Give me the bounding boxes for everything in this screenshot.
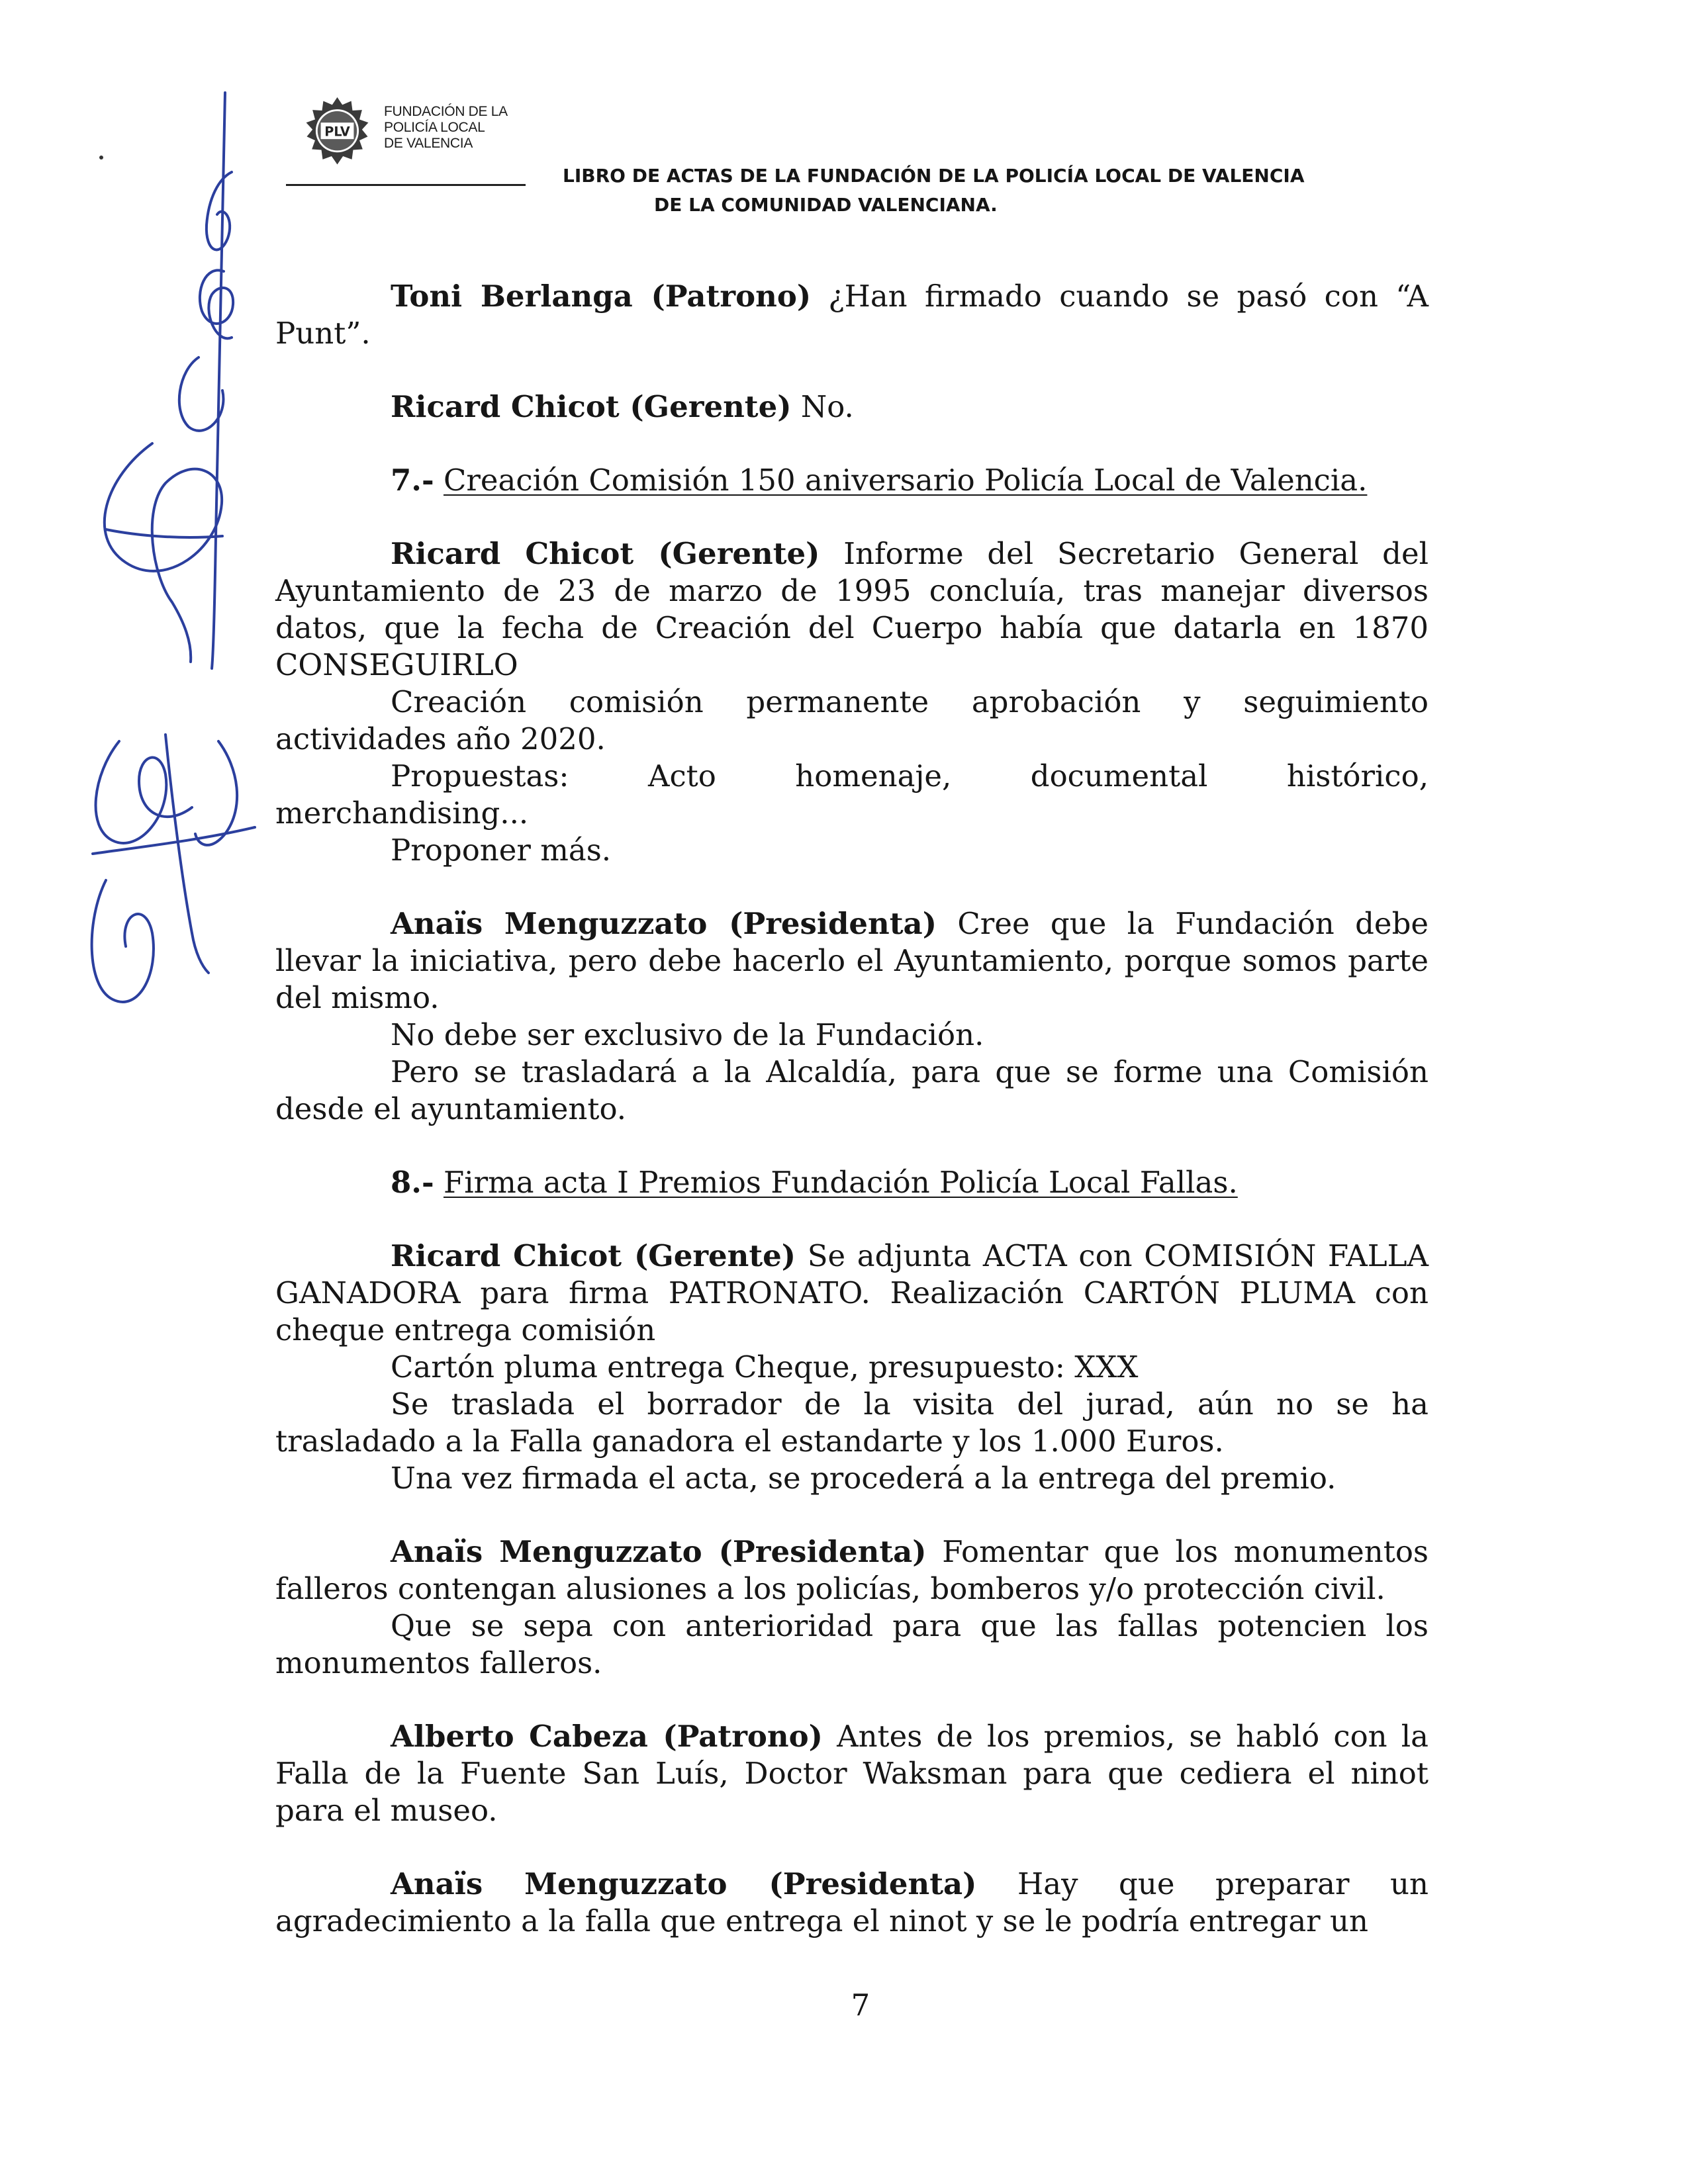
logo-line: FUNDACIÓN DE LA [384,104,508,119]
speech-line: No debe ser exclusivo de la Fundación. [391,1017,984,1052]
minutes-body [275,278,1429,1940]
speech-block [275,1718,1429,1829]
speaker-name: Ricard Chicot (Gerente) [391,1238,796,1273]
signature-stroke [165,735,209,973]
agenda-item-number: 8.- [391,1165,434,1200]
speaker-name: Anaïs Menguzzato (Presidenta) [391,1866,977,1901]
speech-text: Antes de los premios, se habló con la Falla de la Fuente San Luís, Doctor Waksman para que cediera el ninot para el museo. [275,1719,1429,1828]
signature-stroke [179,357,224,431]
speaker-name: Alberto Cabeza (Patrono) [391,1719,823,1754]
signature-stroke [96,741,192,843]
speech-block [275,388,1429,426]
agenda-item-title: Firma acta I Premios Fundación Policía Local Fallas. [443,1165,1238,1200]
speech-line: Creación comisión permanente aprobación y seguimiento [391,684,1429,719]
speaker-name: Anaïs Menguzzato (Presidenta) [391,1534,927,1569]
speaker-name: Anaïs Menguzzato (Presidenta) [391,906,937,941]
speech-block [275,1533,1429,1608]
speech-line: actividades año 2020. [275,721,606,756]
header-title-line2: DE LA COMUNIDAD VALENCIANA. [654,194,998,216]
speech-block [275,535,1429,684]
agenda-item-title: Creación Comisión 150 aniversario Policía Local de Valencia. [443,463,1368,498]
speech-text: Se adjunta ACTA con COMISIÓN FALLA GANADORA para firma PATRONATO. Realización CARTÓN PLUMA con cheque entrega comisión [275,1238,1429,1347]
speaker-name: Toni Berlanga (Patrono) [391,279,812,314]
signature-stroke [92,880,154,1002]
speaker-name: Ricard Chicot (Gerente) [391,536,820,571]
logo-text [384,104,536,152]
speech-line: Que se sepa con anterioridad para que las fallas potencien los monumentos falleros. [275,1608,1429,1680]
speaker-name: Ricard Chicot (Gerente) [391,389,792,424]
logo-line: DE VALENCIA [384,136,473,151]
signature-stroke [106,529,222,537]
speech-line: Propuestas: Acto homenaje, documental histórico, [391,758,1429,794]
speech-block [275,905,1429,1017]
agenda-item-number: 7.- [391,463,434,498]
speech-block [275,1866,1429,1940]
signature-stroke [105,443,222,662]
speech-line: Una vez firmada el acta, se procederá a la entrega del premio. [391,1461,1336,1496]
signature-stroke [200,270,233,338]
speech-text: Fomentar que los monumentos falleros contengan alusiones a los policías, bomberos y/o protección civil. [275,1534,1429,1606]
signature-stroke [195,741,237,845]
signature-stroke [207,172,232,250]
speech-text: No. [791,389,854,424]
agenda-item [275,1164,1429,1201]
speech-line: Proponer más. [391,833,612,868]
speech-line: Cartón pluma entrega Cheque, presupuesto: XXX [391,1349,1139,1385]
speech-block [275,1238,1429,1349]
foundation-logo [299,96,518,182]
header-title-line1: LIBRO DE ACTAS DE LA FUNDACIÓN DE LA POLICÍA LOCAL DE VALENCIA [563,165,1305,187]
logo-line: POLICÍA LOCAL [384,120,485,135]
speech-line: Pero se trasladará a la Alcaldía, para que se forme una Comisión desde el ayuntamiento. [275,1054,1429,1126]
page-number: 7 [851,1987,870,2023]
signature-stroke [93,827,255,854]
header-title [563,161,1423,220]
speech-text: ¿Han firmado cuando se pasó con “A Punt”. [275,279,1429,351]
speech-block [275,278,1429,352]
handwritten-signatures [66,73,278,1039]
police-seal-icon [299,96,375,172]
speech-line: merchandising... [275,796,529,831]
header-divider [286,184,526,186]
speech-text: Hay que preparar un agradecimiento a la falla que entrega el ninot y se le podría entregar un [275,1866,1429,1938]
seal-text: PLV [324,124,350,140]
speech-text: Informe del Secretario General del Ayuntamiento de 23 de marzo de 1995 concluía, tras manejar diversos datos, que la fecha de Creación del Cuerpo había que datarla en 1870 CONSEGUIRLO [275,536,1429,682]
speech-text: Cree que la Fundación debe llevar la iniciativa, pero debe hacerlo el Ayuntamiento, porque somos parte del mismo. [275,906,1429,1015]
agenda-item [275,462,1429,499]
speech-line: Se traslada el borrador de la visita del jurad, aún no se ha trasladado a la Falla ganadora el estandarte y los 1.000 Euros. [275,1387,1429,1459]
